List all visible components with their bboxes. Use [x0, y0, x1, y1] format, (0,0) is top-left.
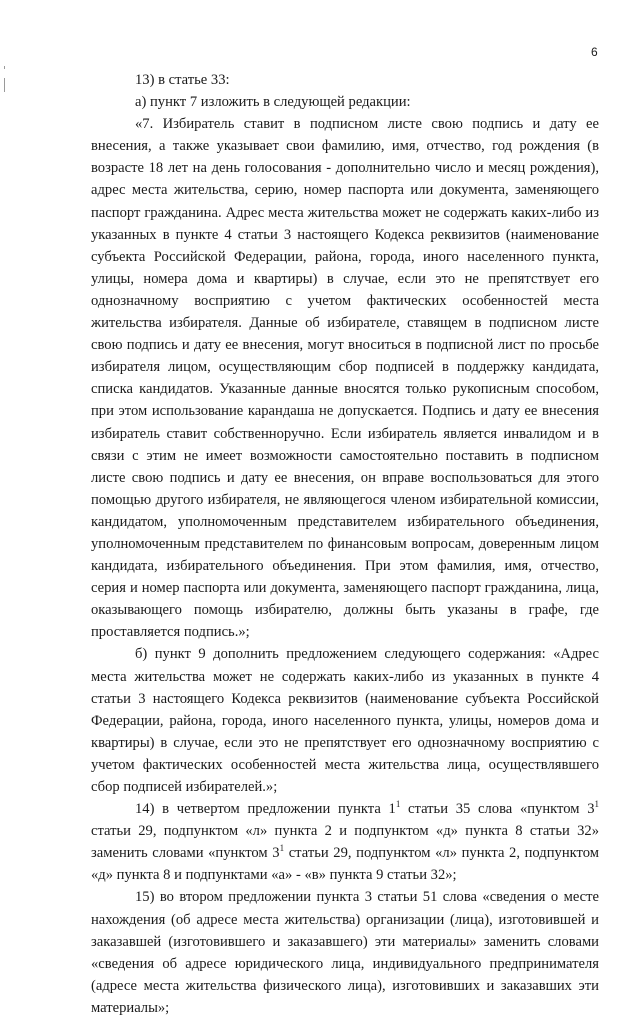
paragraph: б) пункт 9 дополнить предложением следующего содержания: «Адрес места жительства может не содержать каких-либо из указанных в пункте 4 статьи 3 настоящего Кодекса реквизитов (наименование субъекта Российской Федерации, района, города, иного населенного пункта, улицы, номеров дома и квартиры) в случае, если это не препятствует его однозначному восприятию с учетом фактических особенностей места жительства лица, осуществлявшего сбор подписей избирателей.»;: [91, 646, 599, 795]
margin-mark: [4, 78, 5, 92]
text-run: 14) в четвертом предложении пункта 1: [135, 801, 396, 818]
paragraph: 15) во втором предложении пункта 3 статьи 51 слова «сведения о месте нахождения (об адресе места жительства) организации (лица), изготовившей и заказавшей (изготовившего и заказавшего) эти материалы» заменить словами «сведения об адресе юридического лица, индивидуального предпринимателя (адресе места жительства физического лица), изготовивших и заказавших эти материалы»;: [91, 889, 599, 1016]
document-body: [91, 69, 599, 1019]
paragraph: а) пункт 7 изложить в следующей редакции:: [135, 94, 411, 111]
margin-mark: [4, 66, 5, 69]
superscript: 1: [594, 799, 599, 810]
text-run: статьи 29, подпунктом «л» пункта 2, подпунктом «д» пункта 8 и подпунктами «а» - «в» пункта 9 статьи 32»;: [91, 845, 599, 884]
superscript: 1: [279, 843, 285, 854]
superscript: 1: [395, 799, 401, 810]
page-number: 6: [591, 45, 598, 59]
paragraph: «7. Избиратель ставит в подписном листе свою подпись и дату ее внесения, а также указывает свои фамилию, имя, отчество, год рождения (в возрасте 18 лет на день голосования - дополнительно число и месяц рождения), адрес места жительства, серию, номер паспорта или документа, заменяющего паспорт гражданина. Адрес места жительства может не содержать каких-либо из указанных в пункте 4 статьи 3 настоящего Кодекса реквизитов (наименование субъекта Российской Федерации, района, города, иного населенного пункта, улицы, номера дома и квартиры) в случае, если это не препятствует его однозначному восприятию с учетом фактических особенностей места жительства избирателя. Данные об избирателе, ставящем в подписном листе свою подпись и дату ее внесения, могут вноситься в подписной лист по просьбе избирателя лицом, осуществляющим сбор подписей в поддержку кандидата, списка кандидатов. Указанные данные вносятся только рукописным способом, при этом использование карандаша не допускается. Подпись и дату ее внесения избиратель ставит собственноручно. Если избиратель является инвалидом и в связи с этим не имеет возможности самостоятельно поставить в подписном листе свою подпись и дату ее внесения, он вправе воспользоваться для этого помощью другого избирателя, не являющегося членом избирательной комиссии, кандидатом, уполномоченным представителем избирательного объединения, уполномоченным представителем по финансовым вопросам, доверенным лицом кандидата, избирательного объединения. При этом фамилия, имя, отчество, серия и номер паспорта или документа, заменяющего паспорт гражданина, лица, оказывающего помощь избирателю, должны быть указаны в графе, где проставляется подпись.»;: [91, 116, 599, 641]
paragraph: [91, 798, 599, 886]
text-run: статьи 29, подпунктом «л» пункта 2 и подпунктом «д» пункта 8 статьи 32» заменить словами «пунктом 3: [91, 823, 599, 862]
paragraph: 13) в статье 33:: [135, 72, 230, 88]
text-run: статьи 35 слова «пунктом 3: [400, 801, 595, 818]
